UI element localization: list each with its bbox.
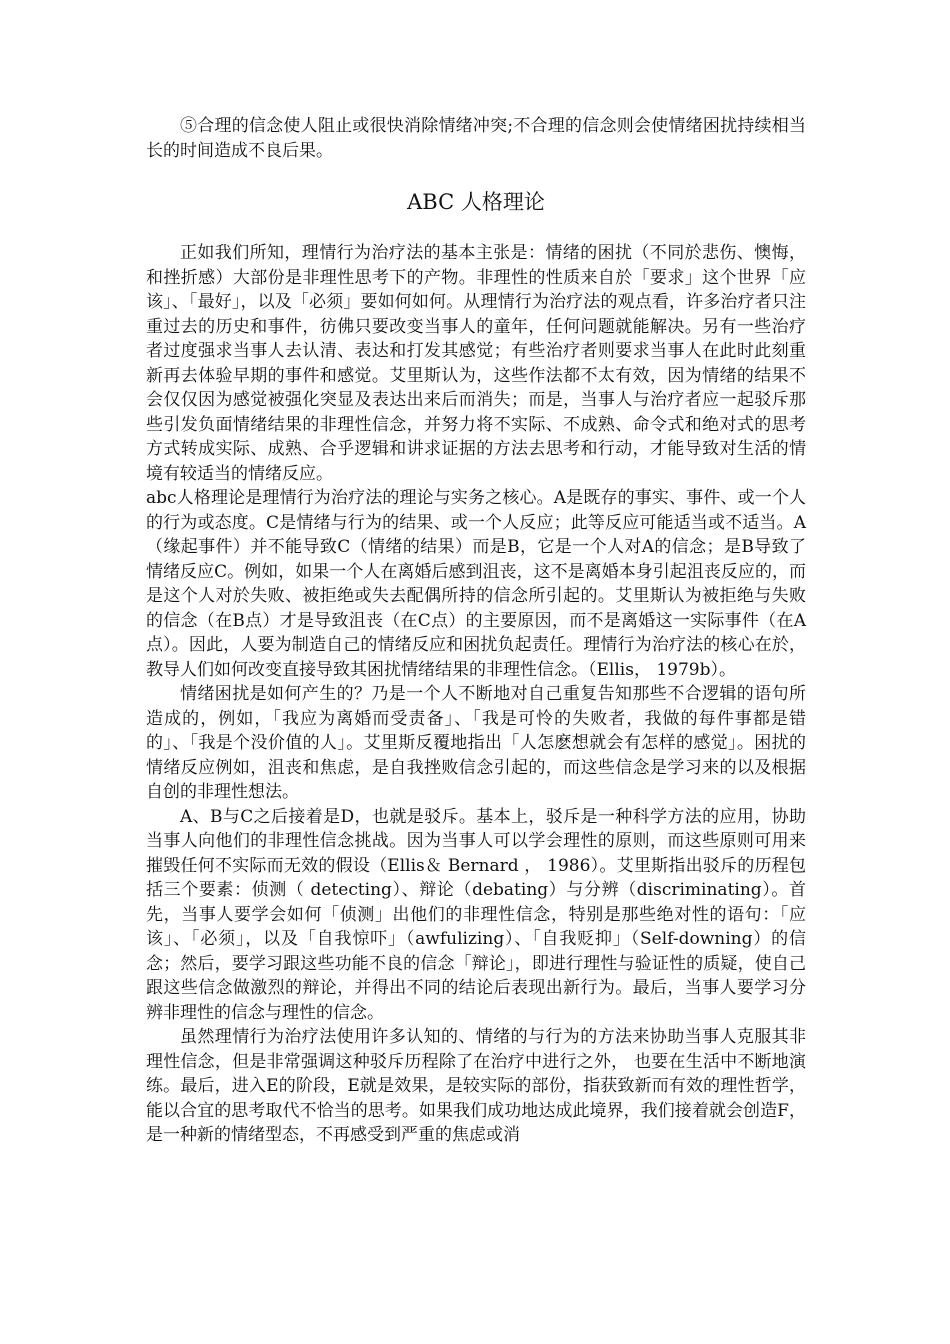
body-paragraph-3: 情绪困扰是如何产生的？乃是一个人不断地对自己重复告知那些不合逻辑的语句所造成的，例如，「我应为离婚而受责备」、「我是可怜的失败者，我做的每件事都是错的」、「我是个没价值的人」。艾里斯反覆地指出「人怎麽想就会有怎样的感觉」。困扰的情绪反应例如，沮丧和焦虑，是自我挫败信念引起的，而这些信念是学习来的以及根据自创的非理性想法。 <box>146 684 806 802</box>
body-paragraph-1: 正如我们所知，理情行为治疗法的基本主张是：情绪的困扰（不同於悲伤、懊悔，和挫折感）大部份是非理性思考下的产物。非理性的性质来自於「要求」这个世界「应该」、「最好」，以及「必须」要如何如何。从理情行为治疗法的观点看，许多治疗者只注重过去的历史和事件，彷佛只要改变当事人的童年，任何问题就能解决。另有一些治疗者过度强求当事人去认清、表达和打发其感觉；有些治疗者则要求当事人在此时此刻重新再去体验早期的事件和感觉。艾里斯认为，这些作法都不太有效，因为情绪的结果不会仅仅因为感觉被强化突显及表达出来后而消失；而是，当事人与治疗者应一起驳斥那些引发负面情绪结果的非理性信念，并努力将不实际、不成熟、命令式和绝对式的思考方式转成实际、成熟、合乎逻辑和讲求证据的方法去思考和行动，才能导致对生活的情境有较适当的情绪反应。 <box>146 243 806 484</box>
intro-paragraph: ⑤合理的信念使人阻止或很快消除情绪冲突;不合理的信念则会使情绪困扰持续相当长的时间造成不良后果。 <box>146 116 806 161</box>
body-paragraph-2: abc人格理论是理情行为治疗法的理论与实务之核心。A是既存的事实、事件、或一个人的行为或态度。C是情绪与行为的结果、或一个人反应；此等反应可能适当或不适当。A（缘起事件）并不能导致C（情绪的结果）而是B，它是一个人对A的信念；是B导致了情绪反应C。例如，如果一个人在离婚后感到沮丧，这不是离婚本身引起沮丧反应的，而是这个人对於失败、被拒绝或失去配偶所持的信念所引起的。艾里斯认为被拒绝与失败的信念（在B点）才是导致沮丧（在C点）的主要原因，而不是离婚这一实际事件（在A点）。因此，人要为制造自己的情绪反应和困扰负起责任。理情行为治疗法的核心在於，教导人们如何改变直接导致其困扰情绪结果的非理性信念。（Ellis， 1979b）。 <box>146 488 806 680</box>
document-body <box>146 114 806 1148</box>
body-paragraph-5: 虽然理情行为治疗法使用许多认知的、情绪的与行为的方法来协助当事人克服其非理性信念，但是非常强调这种驳斥历程除了在治疗中进行之外， 也要在生活中不断地演练。最后，进入E的阶段，E就是效果，是较实际的部份，指获致新而有效的理性哲学，能以合宜的思考取代不恰当的思考。如果我们成功地达成此境界，我们接着就会创造F，是一种新的情绪型态，不再感受到严重的焦虑或消 <box>146 1027 806 1145</box>
section-title: ABC 人格理论 <box>407 190 545 214</box>
body-paragraph-4: A、B与C之后接着是D，也就是驳斥。基本上，驳斥是一种科学方法的应用，协助当事人向他们的非理性信念挑战。因为当事人可以学会理性的原则，而这些原则可用来摧毁任何不实际而无效的假设（Ellis＆ Bernard ， 1986）。艾里斯指出驳斥的历程包括三个要素：侦测（ detecting）、辩论（debating）与分辨（discriminating）。首先，当事人要学会如何「侦测」出他们的非理性信念，特别是那些绝对性的语句：「应该」、「必须」，以及「自我惊吓」（awfulizing）、「自我贬抑」（Self-downing）的信念；然后，要学习跟这些功能不良的信念「辩论」，即进行理性与验证性的质疑，使自己跟这些信念做激烈的辩论，并得出不同的结论后表现出新行为。最后，当事人要学习分辨非理性的信念与理性的信念。 <box>146 806 806 1023</box>
